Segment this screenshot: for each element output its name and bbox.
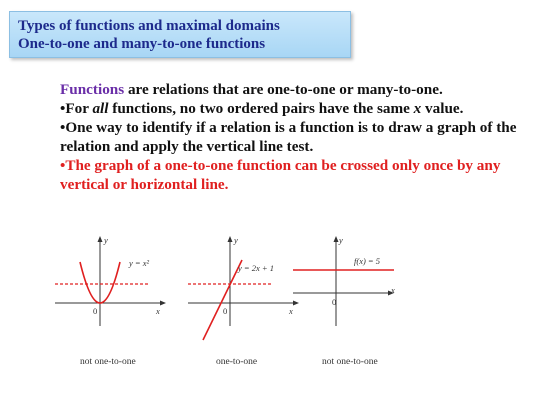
x-axis-label: x [391,285,395,295]
equation-label: f(x) = 5 [354,256,381,266]
body-paragraph-3: •One way to identify if a relation is a function is to draw a graph of the relation and apply the vertical line test. [60,119,517,155]
caption-graph-1: not one-to-one [80,357,136,367]
y-axis-label: y [104,235,108,245]
body-paragraph-2: •For all functions, no two ordered pairs have the same x value. [60,100,464,117]
equation-label: y = 2x + 1 [238,263,275,273]
y-axis-arrow-icon [334,236,339,242]
slide-title-box [9,11,351,58]
linear-line [203,260,242,340]
slide-subtitle: One-to-one and many-to-one functions [18,36,266,52]
y-axis-arrow-icon [228,236,233,242]
body-paragraph-4: •The graph of a one-to-one function can be crossed only once by any vertical or horizontal line. [60,157,501,193]
origin-label: 0 [223,306,228,316]
graph-constant [288,232,408,332]
y-axis-label: y [234,235,238,245]
y-axis-label: y [339,235,343,245]
caption-graph-3: not one-to-one [322,357,378,367]
graph-linear [183,232,303,332]
origin-label: 0 [93,306,98,316]
origin-label: 0 [332,297,337,307]
body-paragraph-1: Functions are relations that are one-to-one or many-to-one. [60,81,443,98]
y-axis-arrow-icon [98,236,103,242]
x-axis-label: x [156,306,160,316]
graph-parabola [50,232,170,332]
slide-body [60,80,530,194]
slide-title: Types of functions and maximal domains [18,18,280,34]
x-axis-label: x [289,306,293,316]
x-axis-arrow-icon [160,301,166,306]
equation-label: y = x² [129,258,150,268]
functions-term: Functions [60,81,125,98]
caption-graph-2: one-to-one [216,357,258,367]
